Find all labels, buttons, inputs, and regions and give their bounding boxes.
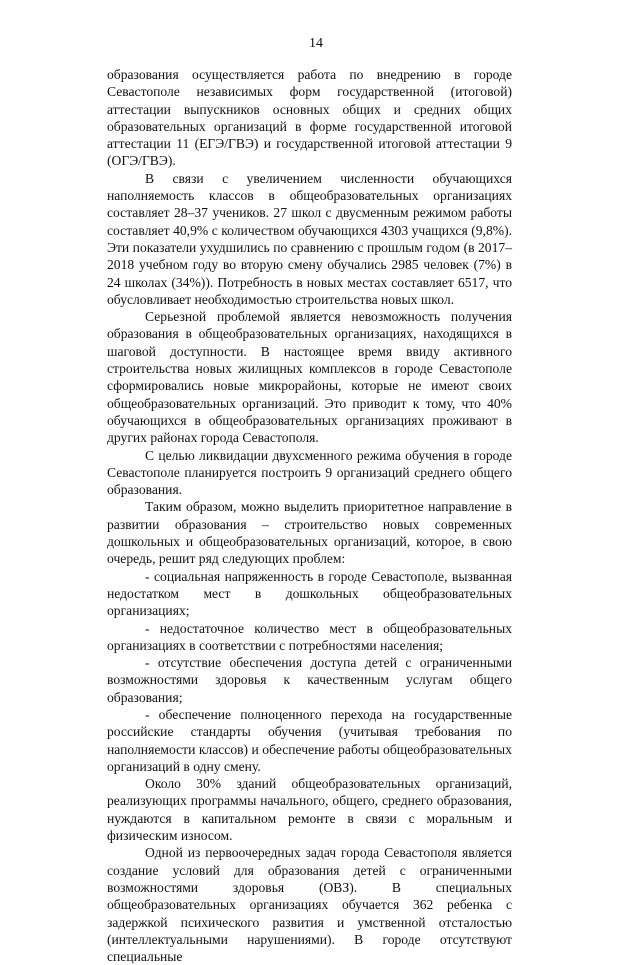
paragraph-capital-repair: Около 30% зданий общеобразовательных организаций, реализующих программы начального, общего, среднего образования, нуждаются в капитальном ремонте в связи с моральным и физическим износом. (107, 776, 512, 844)
paragraph-two-shift-elimination: С целью ликвидации двухсменного режима обучения в городе Севастополе планируется построить 9 организаций среднего общего образования. (107, 447, 512, 498)
paragraph-walking-distance-problem: Серьезной проблемой является невозможность получения образования в общеобразовательных организациях, находящихся в шаговой доступности. В настоящее время ввиду активного строительства новых жилищных комплексов в городе Севастополе сформировались новые микрорайоны, которые не имеют своих общеобразовательных организаций. Это приводит к тому, что 40% обучающихся в общеобразовательных организациях проживают в других районах города Севастополя. (107, 309, 512, 446)
paragraph-special-needs: Одной из первоочередных задач города Севастополя является создание условий для образования детей с ограниченными возможностями здоровья (ОВЗ). В специальных общеобразовательных организациях обучается 362 ребенка с задержкой психического развития и умственной отсталостью (интеллектуальными нарушениями). В городе отсутствуют специальные (107, 845, 512, 965)
page-number: 14 (309, 36, 323, 51)
list-item-standards-transition: - обеспечение полноценного перехода на государственные российские стандарты обучения (учитывая требования по наполняемости классов) и обеспечение работы общеобразовательных организаций в одну смену. (107, 706, 512, 774)
document-body (107, 66, 512, 965)
paragraph-1-continuation: образования осуществляется работа по внедрению в городе Севастополе независимых форм государственной (итоговой) аттестации выпускников основных общих и средних общих образовательных организаций в форме государственной итоговой аттестации 11 (ЕГЭ/ГВЭ) и государственной итоговой аттестации 9 (ОГЭ/ГВЭ). (107, 67, 512, 169)
paragraph-class-occupancy: В связи с увеличением численности обучающихся наполняемость классов в общеобразовательных организациях составляет 28–37 учеников. 27 школ с двусменным режимом работы составляет 40,9% с количеством обучающихся 4303 учащихся (9,8%). Эти показатели ухудшились по сравнению с прошлым годом (в 2017–2018 учебном году во вторую смену обучались 2985 человек (7%) в 24 школах (34%)). Потребность в новых местах составляет 6517, что обусловливает необходимостью строительства новых школ. (107, 170, 512, 307)
list-item-insufficient-places: - недостаточное количество мест в общеобразовательных организациях в соответствии с потребностями населения; (107, 620, 512, 653)
list-item-access-disabilities: - отсутствие обеспечения доступа детей с ограниченными возможностями здоровья к качественным услугам общего образования; (107, 655, 512, 705)
paragraph-priority-direction: Таким образом, можно выделить приоритетное направление в развитии образования – строительство новых современных дошкольных и общеобразовательных организаций, которое, в свою очередь, решит ряд следующих проблем: (107, 499, 512, 567)
list-item-social-tension: - социальная напряженность в городе Севастополе, вызванная недостатком мест в дошкольных общеобразовательных организациях; (107, 568, 512, 619)
